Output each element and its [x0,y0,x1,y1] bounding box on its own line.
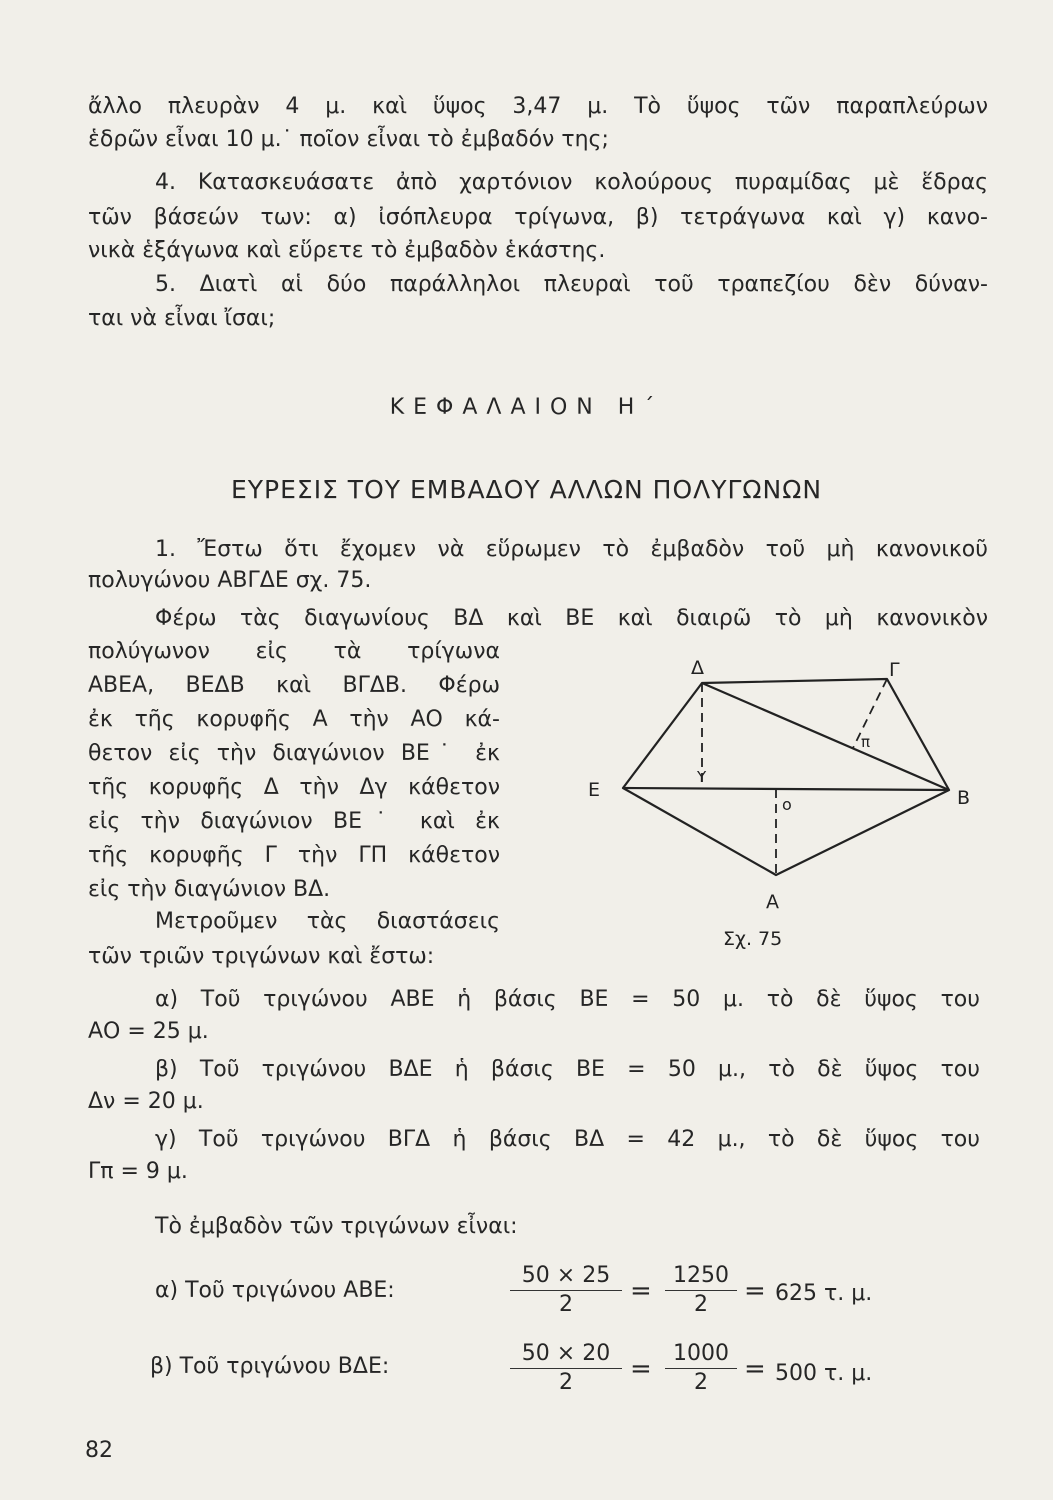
item-line: α) Τοῦ τριγώνου ΑΒΕ ἡ βάσις ΒΕ = 50 μ. τὸ δὲ ὕψος του [155,987,980,1012]
fraction [510,1340,622,1397]
denominator: 2 [559,1370,573,1395]
text-line: εἰς τὴν διαγώνιον ΒΕ˙ καὶ ἐκ [88,809,500,834]
item-line: γ) Τοῦ τριγώνου ΒΓΔ ἡ βάσις ΒΔ = 42 μ., τὸ δὲ ὕψος του [155,1127,980,1152]
text-line: πολυγώνου ΑΒΓΔΕ σχ. 75. [88,568,372,593]
fraction [665,1340,737,1397]
text-line: τῆς κορυφῆς Δ τὴν Δγ κάθετον [88,775,500,800]
item-line: β) Τοῦ τριγώνου ΒΔΕ ἡ βάσις ΒΕ = 50 μ., τὸ δὲ ὕψος του [155,1057,980,1082]
equals-sign: = [630,1276,652,1306]
text-line: εἰς τὴν διαγώνιον ΒΔ. [88,877,331,902]
section-title: ΕΥΡΕΣΙΣ ΤΟΥ ΕΜΒΑΔΟΥ ΑΛΛΩΝ ΠΟΛΥΓΩΝΩΝ [230,475,823,504]
equals-sign: = [744,1276,766,1306]
polygon-figure-75 [585,650,985,960]
equals-sign: = [744,1354,766,1384]
pentagon-outline [623,679,949,875]
diagonal-BE [623,788,949,790]
item-line: Γπ = 9 μ. [88,1159,188,1184]
numerator: 1000 [665,1340,737,1369]
denominator: 2 [694,1292,708,1317]
equals-sign: = [630,1354,652,1384]
text-line: Μετροῦμεν τὰς διαστάσεις [155,909,500,934]
page-number: 82 [85,1438,113,1463]
fraction [510,1262,622,1319]
diagonal-BD [702,683,949,790]
text-line: ἄλλο πλευρὰν 4 μ. καὶ ὕψος 3,47 μ. Τὸ ὕψος τῶν παραπλεύρων [88,94,988,119]
numerator: 50 × 20 [510,1340,622,1369]
item-line: Δν = 20 μ. [88,1089,204,1114]
text-line: πολύγωνον εἰς τὰ τρίγωνα [88,639,500,664]
text-line: τῆς κορυφῆς Γ τὴν ΓΠ κάθετον [88,843,500,868]
text-line: Φέρω τὰς διαγωνίους ΒΔ καὶ ΒΕ καὶ διαιρῶ τὸ μὴ κανονικὸν [155,606,988,631]
numerator: 50 × 25 [510,1262,622,1291]
text-line: 5. Διατὶ αἱ δύο παράλληλοι πλευραὶ τοῦ τραπεζίου δὲν δύναν- [155,272,988,297]
label-G: Γ [889,659,900,681]
text-line: τῶν βάσεών των: α) ἰσόπλευρα τρίγωνα, β) τετράγωνα καὶ γ) κανο- [88,205,988,230]
calc-result: 625 τ. μ. [775,1281,873,1306]
label-B: Β [957,787,971,809]
text-line: νικὰ ἑξάγωνα καὶ εὕρετε τὸ ἐμβαδὸν ἑκάστης. [88,238,606,263]
label-O: ο [782,795,792,814]
numerator: 1250 [665,1262,737,1291]
chapter-heading: ΚΕΦΑΛΑΙΟΝ Η΄ [389,395,664,420]
label-A: Α [766,891,779,913]
text-line: 1. Ἔστω ὅτι ἔχομεν νὰ εὕρωμεν τὸ ἐμβαδὸν τοῦ μὴ κανονικοῦ [155,537,988,562]
calc-result: 500 τ. μ. [775,1361,873,1386]
label-D: Δ [691,657,704,679]
text-line: ἐκ τῆς κορυφῆς Α τὴν ΑΟ κά- [88,707,500,732]
areas-intro: Τὸ ἐμβαδὸν τῶν τριγώνων εἶναι: [155,1214,518,1239]
label-Y: Υ [697,768,707,786]
text-line: 4. Κατασκευάσατε ἀπὸ χαρτόνιον κολούρους πυραμίδας μὲ ἕδρας [155,170,988,195]
fraction [665,1262,737,1319]
text-line: τῶν τριῶν τριγώνων καὶ ἔστω: [88,944,435,969]
text-line: θετον εἰς τὴν διαγώνιον ΒΕ˙ ἐκ [88,741,500,766]
label-P: π [861,733,871,751]
text-line: ται νὰ εἶναι ἴσαι; [88,306,276,331]
item-line: ΑΟ = 25 μ. [88,1019,209,1044]
denominator: 2 [694,1370,708,1395]
text-line: ΑΒΕΑ, ΒΕΔΒ καὶ ΒΓΔΒ. Φέρω [88,673,500,698]
calc-label: α) Τοῦ τριγώνου ΑΒΕ: [155,1278,395,1303]
calc-label: β) Τοῦ τριγώνου ΒΔΕ: [150,1354,390,1379]
label-E: Ε [588,779,601,801]
text-line: ἑδρῶν εἶναι 10 μ.˙ ποῖον εἶναι τὸ ἐμβαδόν της; [88,127,609,152]
denominator: 2 [559,1292,573,1317]
figure-caption: Σχ. 75 [723,928,783,950]
